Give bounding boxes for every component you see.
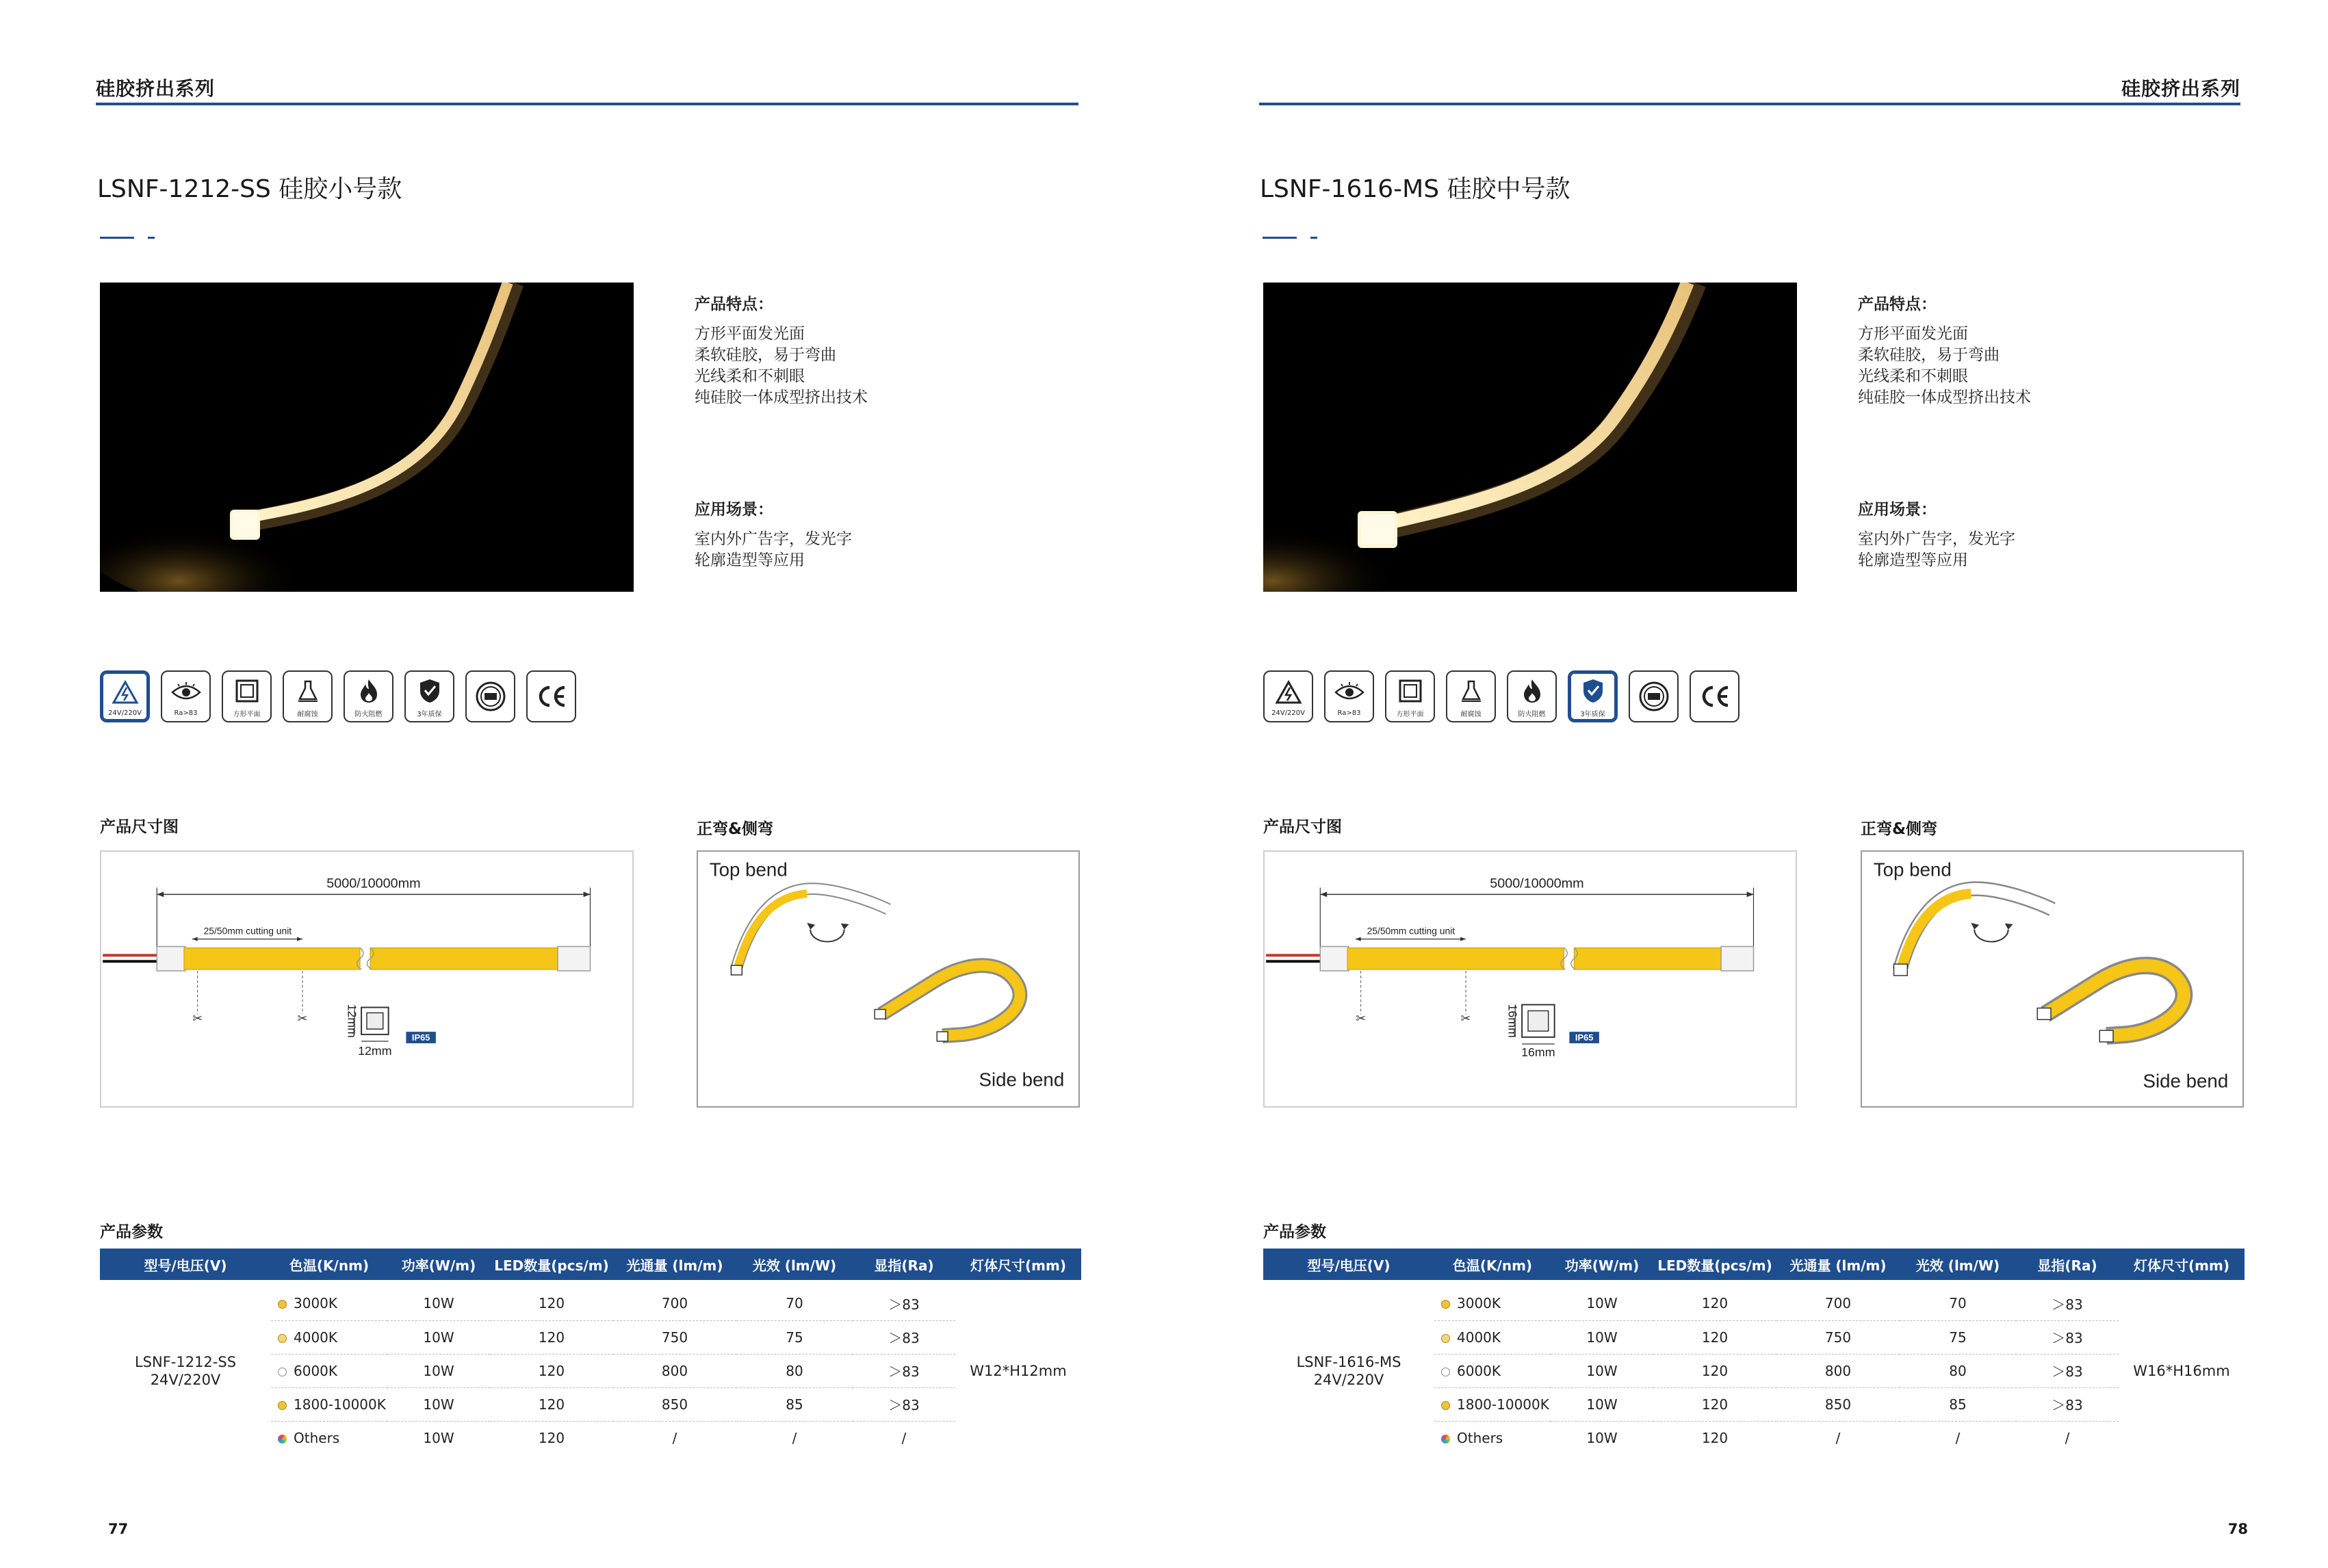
eye-icon	[1324, 670, 1374, 722]
application-item: 轮廓造型等应用	[1858, 551, 1968, 569]
series-title: 硅胶挤出系列	[96, 77, 216, 100]
square-face-icon	[222, 670, 272, 722]
icon-caption: 3年质保	[417, 710, 442, 718]
eye-icon	[161, 670, 211, 722]
power-cell: 10W	[423, 1429, 454, 1446]
color-dot	[1441, 1368, 1450, 1376]
color-dot	[278, 1334, 287, 1343]
model-cell: LSNF-1212-SS 24V/220V	[134, 1353, 237, 1388]
svg-text:✂: ✂	[1460, 1011, 1471, 1026]
product-title: LSNF-1616-MS 硅胶中号款	[1260, 175, 1570, 203]
ra-cell: ＞83	[853, 1387, 955, 1421]
efficacy-cell: 85	[736, 1387, 853, 1421]
certification-icons	[100, 670, 576, 722]
ce-icon	[526, 670, 576, 722]
flux-cell: 700	[613, 1287, 736, 1320]
table-header: 色温(K/nm)	[1434, 1249, 1551, 1280]
feature-item: 柔软硅胶，易于弯曲	[695, 346, 836, 364]
size-cell: W16*H16mm	[2133, 1362, 2230, 1379]
efficacy-cell: /	[1955, 1429, 1961, 1446]
feature-item: 光线柔和不刺眼	[695, 367, 805, 385]
applications-block	[695, 499, 852, 571]
leds-cell: 120	[1653, 1320, 1776, 1354]
ip-badge: IP65	[1575, 1032, 1594, 1043]
params-heading: 产品参数	[100, 1223, 163, 1241]
product-photo	[100, 283, 634, 592]
bend-diagram	[1861, 850, 2244, 1108]
power-cell: 10W	[387, 1287, 490, 1320]
model-cell: LSNF-1616-MS 24V/220V	[1296, 1353, 1401, 1388]
icon-caption: 方形平面	[233, 710, 261, 718]
series-title: 硅胶挤出系列	[2121, 77, 2240, 100]
ra-cell: ＞83	[2016, 1320, 2119, 1354]
top-bend-label: Top bend	[709, 859, 788, 880]
voltage-icon	[1263, 670, 1313, 722]
cct-cell: 4000K	[271, 1320, 387, 1354]
icon-caption: Ra>83	[1337, 709, 1361, 717]
spec-table	[1263, 1249, 2245, 1454]
flame-icon	[1507, 670, 1557, 722]
application-item: 轮廓造型等应用	[695, 551, 805, 569]
cct-cell: 3000K	[271, 1287, 387, 1320]
dimension-drawing	[100, 850, 634, 1108]
icon-caption: Ra>83	[174, 709, 198, 717]
icon-caption: 方形平面	[1396, 710, 1424, 718]
iso-icon	[465, 670, 515, 722]
flux-cell: 850	[1776, 1387, 1900, 1421]
flux-cell: 700	[1776, 1287, 1900, 1320]
ra-cell: ＞83	[853, 1354, 955, 1387]
power-cell: 10W	[1551, 1320, 1653, 1354]
table-header: 光通量 (lm/m)	[613, 1249, 736, 1280]
ra-cell: ＞83	[2016, 1387, 2119, 1421]
cct-cell: 6000K	[271, 1354, 387, 1387]
features-block	[695, 294, 868, 408]
power-cell: 10W	[387, 1387, 490, 1421]
size-cell: W12*H12mm	[970, 1362, 1067, 1379]
power-cell: 10W	[1551, 1387, 1653, 1421]
rgb-dot	[1441, 1435, 1450, 1443]
voltage-icon	[100, 670, 150, 722]
width-label: 12mm	[358, 1043, 392, 1058]
efficacy-cell: 75	[736, 1320, 853, 1354]
title-accent-dot	[148, 237, 155, 239]
leds-cell: 120	[490, 1387, 613, 1421]
ce-icon	[1690, 670, 1739, 722]
table-header: 型号/电压(V)	[100, 1249, 271, 1280]
power-cell: 10W	[1586, 1429, 1618, 1446]
table-header: 光通量 (lm/m)	[1776, 1249, 1900, 1280]
shield-icon	[404, 670, 454, 722]
bend-diagram	[697, 850, 1080, 1108]
ra-cell: ＞83	[2016, 1287, 2119, 1320]
ra-cell: /	[2065, 1429, 2070, 1446]
applications-heading: 应用场景：	[695, 501, 773, 519]
product-title: LSNF-1212-SS 硅胶小号款	[97, 175, 402, 203]
icon-caption: 24V/220V	[1271, 709, 1305, 717]
color-dot	[278, 1368, 287, 1376]
page-right	[1164, 0, 2328, 1568]
feature-item: 光线柔和不刺眼	[1858, 367, 1968, 385]
application-item: 室内外广告字，发光字	[695, 530, 852, 548]
flux-cell: 850	[613, 1387, 736, 1421]
height-label: 16mm	[1505, 1004, 1520, 1038]
table-row	[1263, 1287, 2245, 1320]
table-header: LED数量(pcs/m)	[1653, 1249, 1776, 1280]
color-dot	[278, 1300, 287, 1309]
ip-badge: IP65	[411, 1032, 430, 1043]
features-block	[1858, 294, 2031, 408]
bend-heading: 正弯&侧弯	[1861, 820, 1938, 838]
product-photo	[1263, 283, 1797, 592]
efficacy-cell: 85	[1900, 1387, 2016, 1421]
color-dot	[1441, 1401, 1450, 1410]
dimension-heading: 产品尺寸图	[100, 818, 179, 836]
page-number: 77	[108, 1521, 129, 1537]
svg-text:✂: ✂	[297, 1011, 308, 1026]
flux-cell: /	[1835, 1429, 1841, 1446]
table-header: 型号/电压(V)	[1263, 1249, 1434, 1280]
square-face-icon	[1385, 670, 1435, 722]
leds-cell: 120	[1653, 1287, 1776, 1320]
params-heading: 产品参数	[1263, 1223, 1326, 1241]
cct-cell: Others	[271, 1421, 387, 1454]
cct-cell: 4000K	[1434, 1320, 1551, 1354]
efficacy-cell: 70	[736, 1287, 853, 1320]
salt-resistant-icon	[1446, 670, 1496, 722]
leds-cell: 120	[490, 1287, 613, 1320]
table-header: LED数量(pcs/m)	[490, 1249, 613, 1280]
iso-icon	[1629, 670, 1679, 722]
title-accent	[100, 237, 134, 239]
cut-label: 25/50mm cutting unit	[203, 925, 292, 937]
cct-cell: Others	[1434, 1421, 1551, 1454]
efficacy-cell: 70	[1900, 1287, 2016, 1320]
table-header: 显指(Ra)	[2016, 1249, 2119, 1280]
certification-icons	[1263, 670, 1739, 722]
table-row	[100, 1287, 1081, 1320]
icon-caption: 耐腐蚀	[297, 710, 318, 718]
spec-table	[100, 1249, 1081, 1454]
length-label: 5000/10000mm	[326, 876, 421, 891]
table-header: 灯体尺寸(mm)	[2119, 1249, 2245, 1280]
icon-caption: 3年质保	[1580, 710, 1605, 718]
height-label: 12mm	[345, 1004, 359, 1038]
side-bend-label: Side bend	[979, 1069, 1065, 1090]
cut-label: 25/50mm cutting unit	[1367, 925, 1456, 937]
power-cell: 10W	[387, 1320, 490, 1354]
table-header: 光效 (lm/W)	[736, 1249, 853, 1280]
table-header: 功率(W/m)	[387, 1249, 490, 1280]
page-number: 78	[2227, 1521, 2248, 1537]
cct-cell: 3000K	[1434, 1287, 1551, 1320]
feature-item: 柔软硅胶，易于弯曲	[1858, 346, 2000, 364]
svg-text:✂: ✂	[1356, 1011, 1367, 1026]
power-cell: 10W	[1551, 1287, 1653, 1320]
ra-cell: ＞83	[2016, 1354, 2119, 1387]
svg-text:✂: ✂	[192, 1011, 203, 1026]
table-header: 光效 (lm/W)	[1900, 1249, 2016, 1280]
color-dot	[1441, 1300, 1450, 1309]
features-heading: 产品特点：	[695, 296, 773, 313]
flux-cell: /	[672, 1429, 677, 1446]
features-heading: 产品特点：	[1858, 296, 1937, 313]
color-dot	[278, 1401, 287, 1410]
power-cell: 10W	[387, 1354, 490, 1387]
flux-cell: 800	[1776, 1354, 1900, 1387]
side-bend-label: Side bend	[2143, 1070, 2229, 1092]
leds-cell: 120	[490, 1354, 613, 1387]
dimension-drawing	[1263, 850, 1797, 1108]
dimension-heading: 产品尺寸图	[1263, 818, 1342, 836]
icon-caption: 防火阻燃	[354, 710, 383, 718]
flame-icon	[344, 670, 393, 722]
table-header: 显指(Ra)	[853, 1249, 955, 1280]
salt-resistant-icon	[283, 670, 333, 722]
power-cell: 10W	[1551, 1354, 1653, 1387]
leds-cell: 120	[1653, 1354, 1776, 1387]
efficacy-cell: 80	[1900, 1354, 2016, 1387]
flux-cell: 750	[613, 1320, 736, 1354]
cct-cell: 1800-10000K	[1434, 1387, 1551, 1421]
cct-cell: 1800-10000K	[271, 1387, 387, 1421]
table-header: 色温(K/nm)	[271, 1249, 387, 1280]
header-rule	[96, 103, 1078, 105]
icon-caption: 防火阻燃	[1518, 710, 1546, 718]
table-header: 功率(W/m)	[1551, 1249, 1653, 1280]
icon-caption: 24V/220V	[108, 709, 142, 717]
applications-heading: 应用场景：	[1858, 501, 1937, 519]
efficacy-cell: 80	[736, 1354, 853, 1387]
feature-item: 纯硅胶一体成型挤出技术	[695, 389, 868, 406]
table-header: 灯体尺寸(mm)	[955, 1249, 1081, 1280]
applications-block	[1858, 499, 2015, 571]
ra-cell: ＞83	[853, 1320, 955, 1354]
leds-cell: 120	[490, 1320, 613, 1354]
width-label: 16mm	[1521, 1045, 1555, 1059]
feature-item: 方形平面发光面	[1858, 325, 1968, 343]
title-accent-dot	[1310, 237, 1317, 239]
leds-cell: 120	[1653, 1387, 1776, 1421]
top-bend-label: Top bend	[1873, 859, 1952, 880]
application-item: 室内外广告字，发光字	[1858, 530, 2015, 548]
icon-caption: 耐腐蚀	[1460, 710, 1482, 718]
shield-icon	[1568, 670, 1618, 722]
cct-cell: 6000K	[1434, 1354, 1551, 1387]
title-accent	[1263, 237, 1297, 239]
ra-cell: /	[901, 1429, 907, 1446]
feature-item: 纯硅胶一体成型挤出技术	[1858, 389, 2031, 406]
bend-heading: 正弯&侧弯	[697, 820, 774, 838]
ra-cell: ＞83	[853, 1287, 955, 1320]
efficacy-cell: 75	[1900, 1320, 2016, 1354]
flux-cell: 800	[613, 1354, 736, 1387]
length-label: 5000/10000mm	[1490, 876, 1584, 891]
efficacy-cell: /	[792, 1429, 797, 1446]
leds-cell: 120	[1701, 1429, 1729, 1446]
header-rule	[1259, 103, 2240, 105]
rgb-dot	[278, 1435, 287, 1443]
flux-cell: 750	[1776, 1320, 1900, 1354]
leds-cell: 120	[538, 1429, 565, 1446]
color-dot	[1441, 1334, 1450, 1343]
feature-item: 方形平面发光面	[695, 325, 805, 343]
